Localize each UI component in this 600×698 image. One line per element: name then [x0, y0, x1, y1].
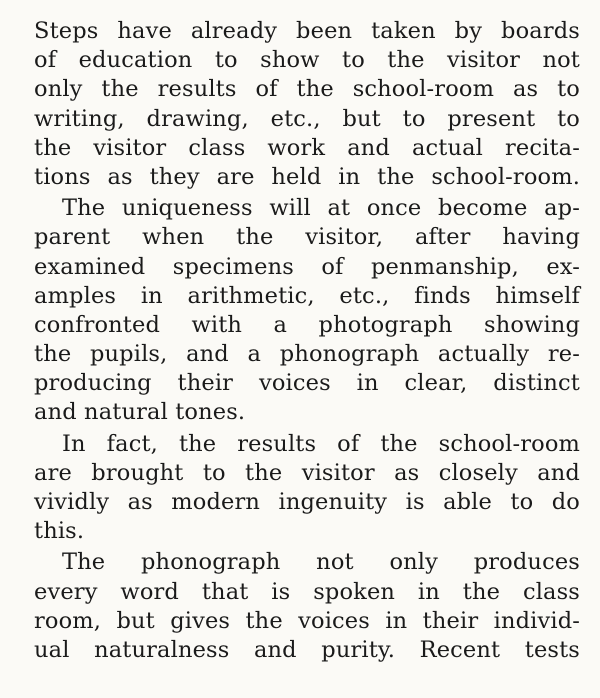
text-line: and natural tones. — [34, 399, 246, 426]
text-line: every word that is spoken in the class — [34, 578, 580, 605]
text-line: confronted with a photograph showing — [34, 311, 580, 338]
text-line: ual naturalness and purity. Recent tests — [34, 636, 580, 663]
text-line: The uniqueness will at once become ap- — [62, 195, 580, 222]
text-line: The phonograph not only produces — [62, 549, 580, 576]
text-line: the pupils, and a phonograph actually re- — [34, 341, 580, 368]
text-line: room, but gives the voices in their individ- — [34, 607, 580, 634]
text-line: the visitor class work and actual recita- — [34, 134, 580, 161]
paragraph-results — [34, 430, 580, 547]
text-line: examined specimens of penmanship, ex- — [34, 253, 580, 280]
text-line: amples in arithmetic, etc., finds himself — [34, 282, 580, 309]
text-line: producing their voices in clear, distinct — [34, 370, 580, 397]
text-line: of education to show to the visitor not — [34, 47, 580, 74]
paragraph-phonograph — [34, 548, 580, 665]
text-line: tions as they are held in the school-room. — [34, 163, 580, 190]
text-line: In fact, the results of the school-room — [62, 430, 580, 457]
article-column — [34, 17, 580, 665]
text-line: Steps have already been taken by boards — [34, 18, 580, 44]
paragraph-uniqueness — [34, 194, 580, 428]
text-line: this. — [34, 518, 85, 545]
text-line: parent when the visitor, after having — [34, 224, 580, 251]
paragraph-exhibits — [34, 17, 580, 192]
text-line: writing, drawing, etc., but to present to — [34, 105, 580, 132]
text-line: vividly as modern ingenuity is able to do — [34, 489, 580, 515]
text-line: are brought to the visitor as closely and — [34, 459, 580, 486]
text-line: only the results of the school-room as to — [34, 76, 580, 103]
